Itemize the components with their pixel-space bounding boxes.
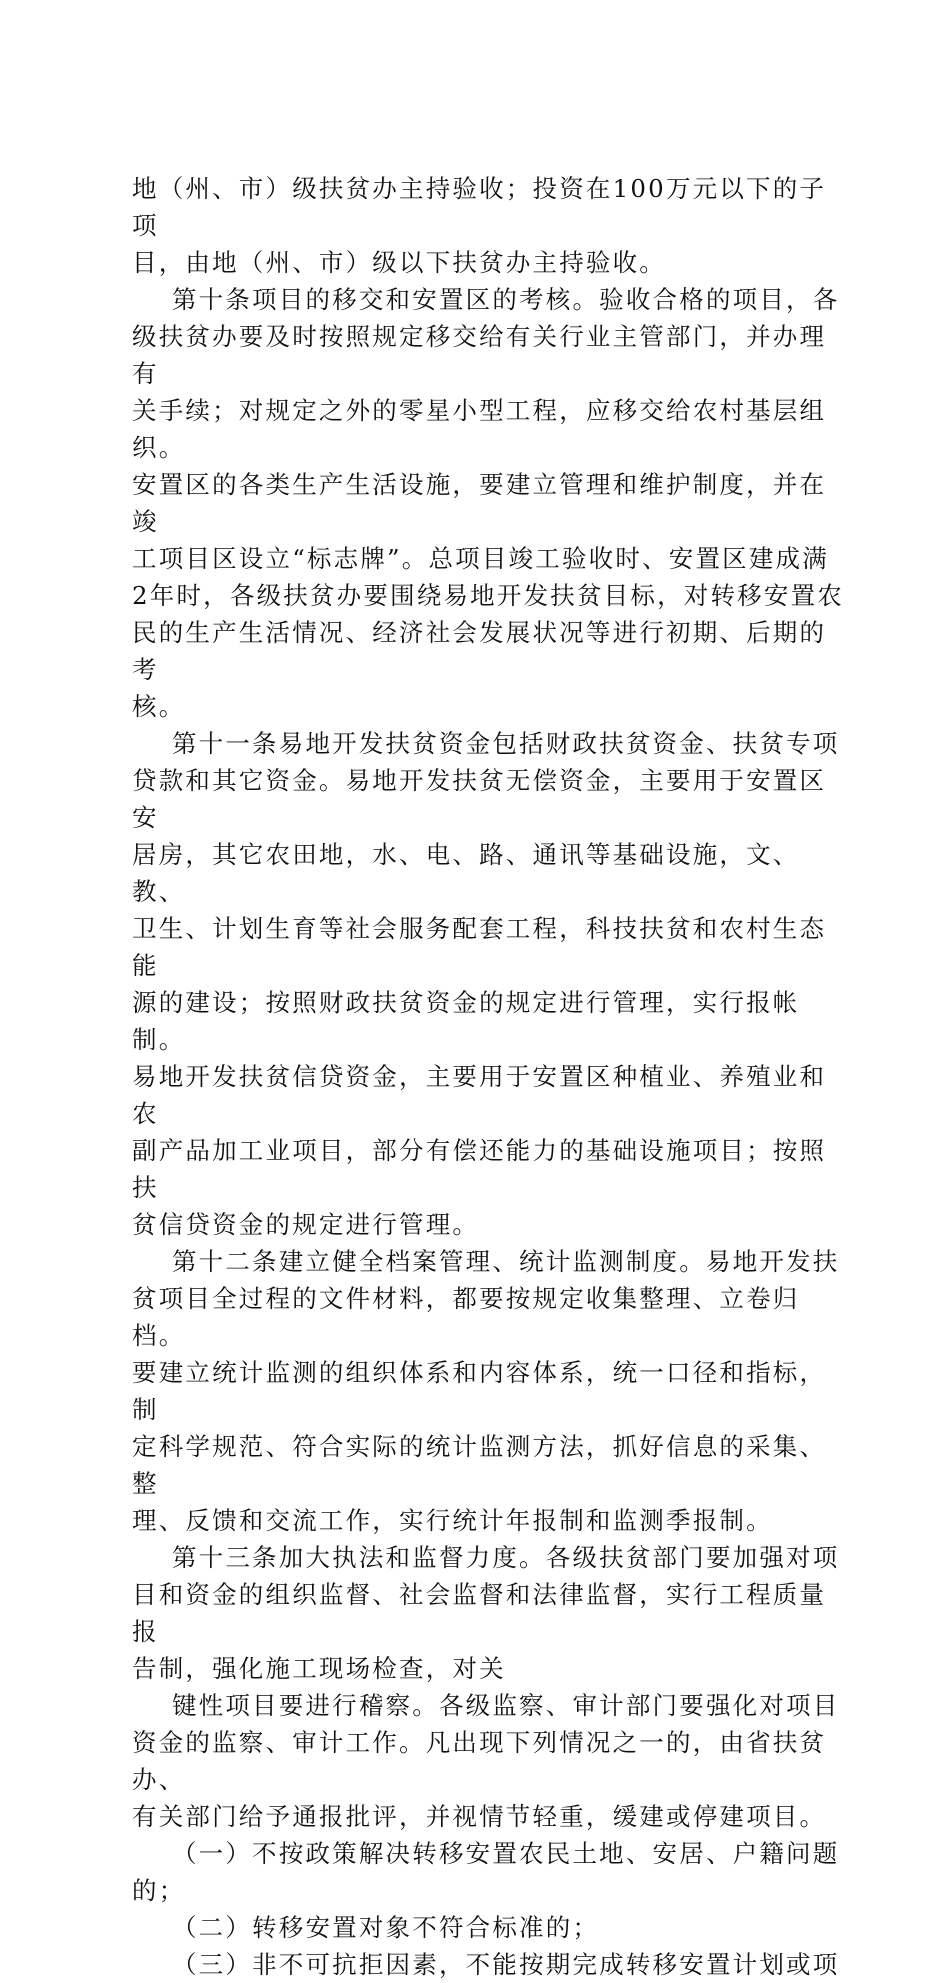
text-line: （三）非不可抗拒因素，不能按期完成转移安置计划或项 <box>132 1950 840 1979</box>
text-line: 地（州、市）级扶贫办主持验收；投资在100万元以下的子项 <box>132 174 827 240</box>
text-line: 目和资金的组织监督、社会监督和法律监督，实行工程质量报 <box>132 1580 827 1646</box>
text-line: 理、反馈和交流工作，实行统计年报制和监测季报制。 <box>132 1506 773 1535</box>
text-line: 第十二条建立健全档案管理、统计监测制度。易地开发扶 <box>132 1247 840 1276</box>
text-line: 源的建设；按照财政扶贫资金的规定进行管理，实行报帐制。 <box>132 988 800 1054</box>
text-line: 贷款和其它资金。易地开发扶贫无偿资金，主要用于安置区安 <box>132 766 827 832</box>
text-line: 定科学规范、符合实际的统计监测方法，抓好信息的采集、整 <box>132 1432 827 1498</box>
text-line: 第十一条易地开发扶贫资金包括财政扶贫资金、扶贫专项 <box>132 729 840 758</box>
text-line: 资金的监察、审计工作。凡出现下列情况之一的，由省扶贫办、 <box>132 1728 827 1794</box>
text-line: 告制，强化施工现场检查，对关 <box>132 1654 506 1683</box>
text-line: （二）转移安置对象不符合标准的； <box>132 1913 600 1942</box>
text-line: 键性项目要进行稽察。各级监察、审计部门要强化对项目 <box>132 1691 840 1720</box>
text-line: 卫生、计划生育等社会服务配套工程，科技扶贫和农村生态能 <box>132 914 827 980</box>
text-line: 居房，其它农田地，水、电、路、通讯等基础设施，文、教、 <box>132 840 800 906</box>
text-line: 工项目区设立“标志牌”。总项目竣工验收时、安置区建成满 <box>132 544 829 573</box>
text-line: 目，由地（州、市）级以下扶贫办主持验收。 <box>132 248 666 277</box>
text-line: 安置区的各类生产生活设施，要建立管理和维护制度，并在竣 <box>132 470 827 536</box>
text-line: 的； <box>132 1876 186 1905</box>
text-line: 贫项目全过程的文件材料，都要按规定收集整理、立卷归档。 <box>132 1284 800 1350</box>
text-line: （一）不按政策解决转移安置农民土地、安居、户籍问题 <box>132 1839 840 1868</box>
text-line: 副产品加工业项目，部分有偿还能力的基础设施项目；按照扶 <box>132 1136 827 1202</box>
text-line: 民的生产生活情况、经济社会发展状况等进行初期、后期的考 <box>132 618 827 684</box>
document-body <box>132 170 852 1983</box>
text-line: 关手续；对规定之外的零星小型工程，应移交给农村基层组织。 <box>132 396 827 462</box>
text-line: 贫信贷资金的规定进行管理。 <box>132 1210 480 1239</box>
text-line: 易地开发扶贫信贷资金，主要用于安置区种植业、养殖业和农 <box>132 1062 827 1128</box>
text-line: 第十条项目的移交和安置区的考核。验收合格的项目，各 <box>132 285 840 314</box>
text-line: 有关部门给予通报批评，并视情节轻重，缓建或停建项目。 <box>132 1802 827 1831</box>
text-line: 2年时，各级扶贫办要围绕易地开发扶贫目标，对转移安置农 <box>132 581 844 610</box>
text-line: 第十三条加大执法和监督力度。各级扶贫部门要加强对项 <box>132 1543 840 1572</box>
text-line: 要建立统计监测的组织体系和内容体系，统一口径和指标，制 <box>132 1358 827 1424</box>
text-line: 级扶贫办要及时按照规定移交给有关行业主管部门，并办理有 <box>132 322 827 388</box>
text-line: 核。 <box>132 692 186 721</box>
